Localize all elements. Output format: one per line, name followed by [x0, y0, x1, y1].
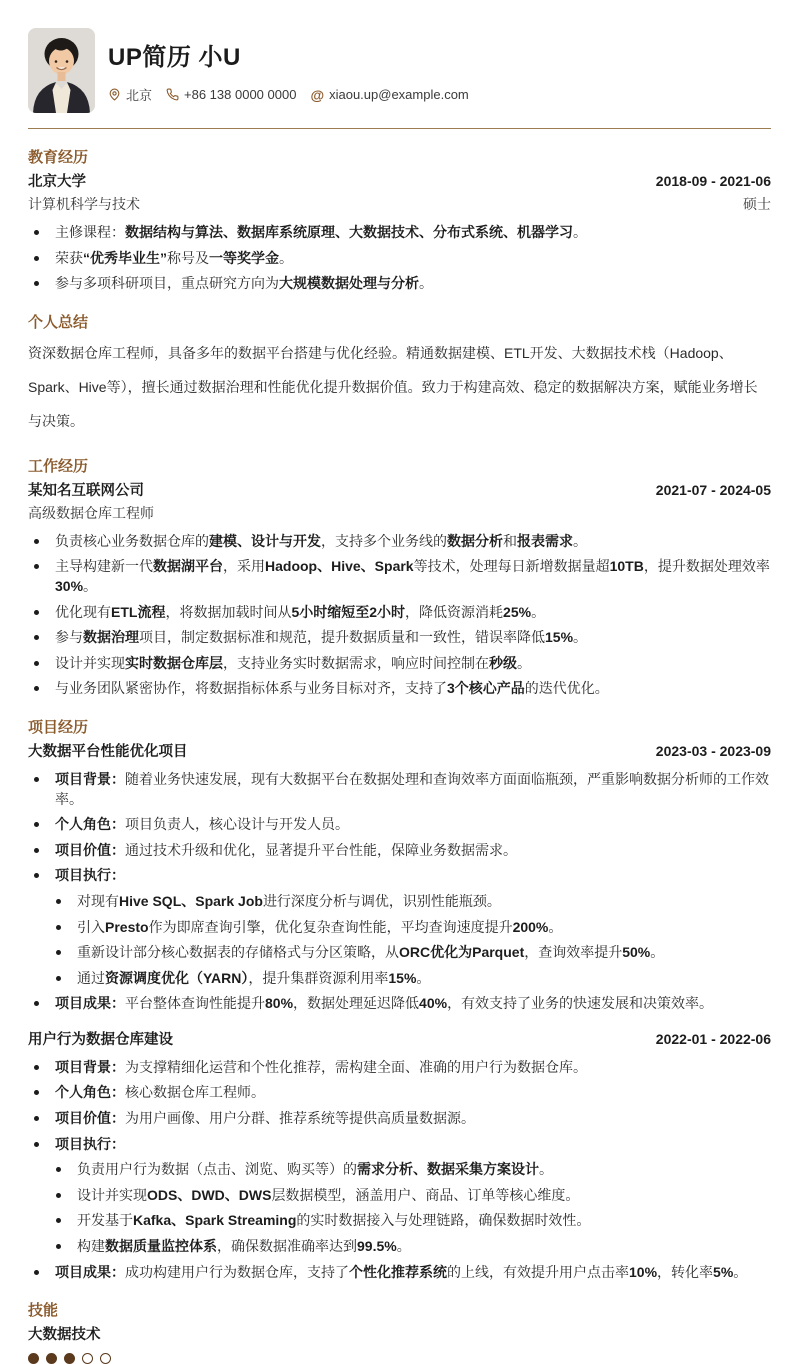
project-2-date: 2022-01 - 2022-06 — [655, 1030, 771, 1047]
candidate-name: UP简历 小U — [108, 44, 241, 71]
bullet-item — [28, 223, 771, 243]
work-bullets — [28, 532, 771, 699]
header-text — [108, 28, 483, 104]
bullet-dot — [34, 1090, 39, 1095]
bullet-dot — [56, 1244, 61, 1249]
contact-phone — [166, 87, 296, 102]
bullet-dot — [56, 976, 61, 981]
rating-dot-filled — [64, 1353, 75, 1364]
header-divider — [28, 128, 771, 129]
project-item-2 — [28, 1028, 771, 1282]
contact-location — [108, 85, 152, 104]
job-title: 高级数据仓库工程师 — [28, 504, 154, 521]
bullet-dot — [34, 635, 39, 640]
education-degree: 硕士 — [743, 196, 771, 212]
bullet-item — [28, 654, 771, 674]
bullet-dot — [34, 661, 39, 666]
location-pin-icon — [108, 88, 121, 101]
education-major: 计算机科学与技术 — [28, 196, 140, 212]
phone-text: +86 138 0000 0000 — [184, 87, 297, 102]
school-name: 北京大学 — [28, 174, 86, 190]
bullet-text: 负责核心业务数据仓库的建模、设计与开发，支持多个业务线的数据分析和报表需求。 — [55, 532, 587, 549]
bullet-item — [50, 1211, 771, 1231]
bullet-text: 设计并实现ODS、DWD、DWS层数据模型，涵盖用户、商品、订单等核心维度。 — [77, 1186, 580, 1203]
bullet-text: 与业务团队紧密协作，将数据指标体系与业务目标对齐，支持了3个核心产品的迭代优化。 — [55, 680, 609, 697]
bullet-dot — [34, 1001, 39, 1006]
bullet-text: 项目执行： — [55, 1135, 125, 1152]
bullet-dot — [34, 1116, 39, 1121]
bullet-text: 开发基于Kafka、Spark Streaming的实时数据接入与处理链路，确保数据时效性。 — [77, 1212, 591, 1229]
work-section — [28, 455, 771, 699]
education-section — [28, 146, 771, 294]
bullet-item — [50, 943, 771, 963]
bullet-dot — [56, 1218, 61, 1223]
bullet-item — [28, 679, 771, 699]
bullet-item — [28, 815, 771, 835]
bullet-text: 项目成果：平台整体查询性能提升80%，数据处理延迟降低40%，有效支持了业务的快速发展和决策效率。 — [55, 995, 714, 1012]
bullet-text: 负责用户行为数据（点击、浏览、购买等）的需求分析、数据采集方案设计。 — [77, 1161, 553, 1178]
bullet-dot — [34, 564, 39, 569]
bullet-text: 构建数据质量监控体系，确保数据准确率达到99.5%。 — [77, 1238, 411, 1255]
bullet-dot — [34, 539, 39, 544]
education-date: 2018-09 - 2021-06 — [655, 173, 771, 189]
bullet-item — [28, 1058, 771, 1078]
bullet-item — [28, 274, 771, 294]
phone-icon — [166, 88, 179, 101]
bullet-dot — [56, 925, 61, 930]
bullet-dot — [34, 686, 39, 691]
work-role-row — [28, 503, 771, 523]
bullet-dot — [34, 873, 39, 878]
bullet-text: 优化现有ETL流程，将数据加载时间从5小时缩短至2小时，降低资源消耗25%。 — [55, 603, 546, 620]
bullet-item — [50, 892, 771, 912]
bullet-text: 通过资源调度优化（YARN），提升集群资源利用率15%。 — [77, 969, 431, 986]
bullet-text: 项目价值：为用户画像、用户分群、推荐系统等提供高质量数据源。 — [55, 1110, 475, 1127]
bullet-text: 项目价值：通过技术升级和优化，显著提升平台性能，保障业务数据需求。 — [55, 841, 517, 858]
bullet-dot — [34, 1065, 39, 1070]
bullet-item — [28, 557, 771, 596]
skill-name: 大数据技术 — [28, 1327, 101, 1344]
bullet-item — [28, 1109, 771, 1129]
at-icon: @ — [310, 86, 325, 103]
email-text: xiaou.up@example.com — [329, 87, 469, 102]
bullet-text: 个人角色：项目负责人，核心设计与开发人员。 — [55, 816, 349, 833]
bullet-text: 荣获“优秀毕业生”称号及一等奖学金。 — [55, 249, 293, 266]
bullet-dot — [34, 281, 39, 286]
bullet-text: 参与数据治理项目，制定数据标准和规范，提升数据质量和一致性，错误率降低15%。 — [55, 629, 588, 646]
bullet-item — [50, 1186, 771, 1206]
bullet-text: 个人角色：核心数据仓库工程师。 — [55, 1084, 265, 1101]
bullet-item — [50, 918, 771, 938]
education-bullets — [28, 223, 771, 294]
bullet-item — [50, 1237, 771, 1257]
skills-section-title: 技能 — [28, 1302, 59, 1320]
bullet-text: 项目执行： — [55, 867, 125, 884]
resume-header — [28, 0, 771, 113]
bullet-item — [28, 249, 771, 269]
summary-text: 资深数据仓库工程师，具备多年的数据平台搭建与优化经验。精通数据建模、ETL开发、大数据技术栈（Hadoop、Spark、Hive等），擅长通过数据治理和性能优化提升数据价值。致力于构建高效、稳定的数据解决方案，赋能业务增长与决策。 — [28, 344, 758, 429]
projects-section-title: 项目经历 — [28, 718, 89, 736]
bullet-item — [28, 1083, 771, 1103]
bullet-item — [28, 603, 771, 623]
bullet-item — [28, 841, 771, 861]
project-1-date: 2023-03 - 2023-09 — [655, 742, 771, 759]
bullet-text: 重新设计部分核心数据表的存储格式与分区策略，从ORC优化为Parquet，查询效率提升50%。 — [77, 944, 665, 961]
skill-rating — [28, 1353, 771, 1364]
bullet-text: 项目背景：为支撑精细化运营和个性化推荐，需构建全面、准确的用户行为数据仓库。 — [55, 1058, 587, 1075]
work-date: 2021-07 - 2024-05 — [655, 481, 771, 498]
summary-section-title: 个人总结 — [28, 313, 89, 331]
bullet-dot — [34, 1142, 39, 1147]
bullet-item — [50, 969, 771, 989]
project-2-name: 用户行为数据仓库建设 — [28, 1031, 173, 1048]
work-header-row — [28, 479, 771, 500]
work-section-title: 工作经历 — [28, 457, 89, 475]
skills-section — [28, 1299, 771, 1364]
bullet-text: 参与多项科研项目，重点研究方向为大规模数据处理与分析。 — [55, 275, 433, 292]
bullet-text: 主修课程：数据结构与算法、数据库系统原理、大数据技术、分布式系统、机器学习。 — [55, 224, 587, 240]
location-text: 北京 — [126, 88, 153, 103]
bullet-dot — [34, 777, 39, 782]
rating-dot-empty — [82, 1353, 93, 1364]
rating-dot-empty — [100, 1353, 111, 1364]
bullet-item — [28, 628, 771, 648]
rating-dot-filled — [28, 1353, 39, 1364]
bullet-dot — [34, 610, 39, 615]
project-1-name: 大数据平台性能优化项目 — [28, 743, 188, 760]
project-1-bullets — [28, 770, 771, 1014]
projects-section — [28, 716, 771, 1282]
project-2-bullets — [28, 1058, 771, 1282]
bullet-item — [28, 866, 771, 886]
company-name: 某知名互联网公司 — [28, 482, 144, 499]
bullet-dot — [56, 899, 61, 904]
bullet-dot — [56, 1167, 61, 1172]
project-2-header-row — [28, 1028, 771, 1049]
bullet-item — [28, 994, 771, 1014]
bullet-item — [28, 1263, 771, 1283]
summary-section — [28, 311, 771, 438]
bullet-item — [28, 1135, 771, 1155]
contact-email — [310, 87, 468, 103]
contact-row — [108, 85, 483, 104]
avatar-illustration — [28, 28, 95, 113]
bullet-text: 项目成果：成功构建用户行为数据仓库，支持了个性化推荐系统的上线，有效提升用户点击率10%，转化率5%。 — [55, 1263, 748, 1280]
bullet-item — [50, 1160, 771, 1180]
education-section-title: 教育经历 — [28, 149, 89, 166]
bullet-item — [28, 770, 771, 809]
bullet-text: 对现有Hive SQL、Spark Job进行深度分析与调优，识别性能瓶颈。 — [77, 892, 501, 909]
bullet-dot — [56, 1193, 61, 1198]
bullet-item — [28, 532, 771, 552]
project-1-header-row — [28, 740, 771, 761]
bullet-dot — [34, 230, 39, 235]
bullet-text: 项目背景：随着业务快速发展，现有大数据平台在数据处理和查询效率方面面临瓶颈，严重影响数据分析师的工作效率。 — [55, 770, 769, 807]
bullet-text: 引入Presto作为即席查询引擎，优化复杂查询性能，平均查询速度提升200%。 — [77, 918, 563, 935]
education-sub-row — [28, 194, 771, 214]
education-header-row — [28, 170, 771, 191]
project-item-1 — [28, 740, 771, 1014]
avatar — [28, 28, 95, 113]
bullet-dot — [56, 950, 61, 955]
bullet-text: 主导构建新一代数据湖平台，采用Hadoop、Hive、Spark等技术，处理每日新增数据量超10TB，提升数据处理效率30%。 — [55, 558, 770, 594]
bullet-dot — [34, 256, 39, 261]
rating-dot-filled — [46, 1353, 57, 1364]
bullet-text: 设计并实现实时数据仓库层，支持业务实时数据需求，响应时间控制在秒级。 — [55, 654, 531, 671]
bullet-dot — [34, 822, 39, 827]
bullet-dot — [34, 848, 39, 853]
bullet-dot — [34, 1270, 39, 1275]
